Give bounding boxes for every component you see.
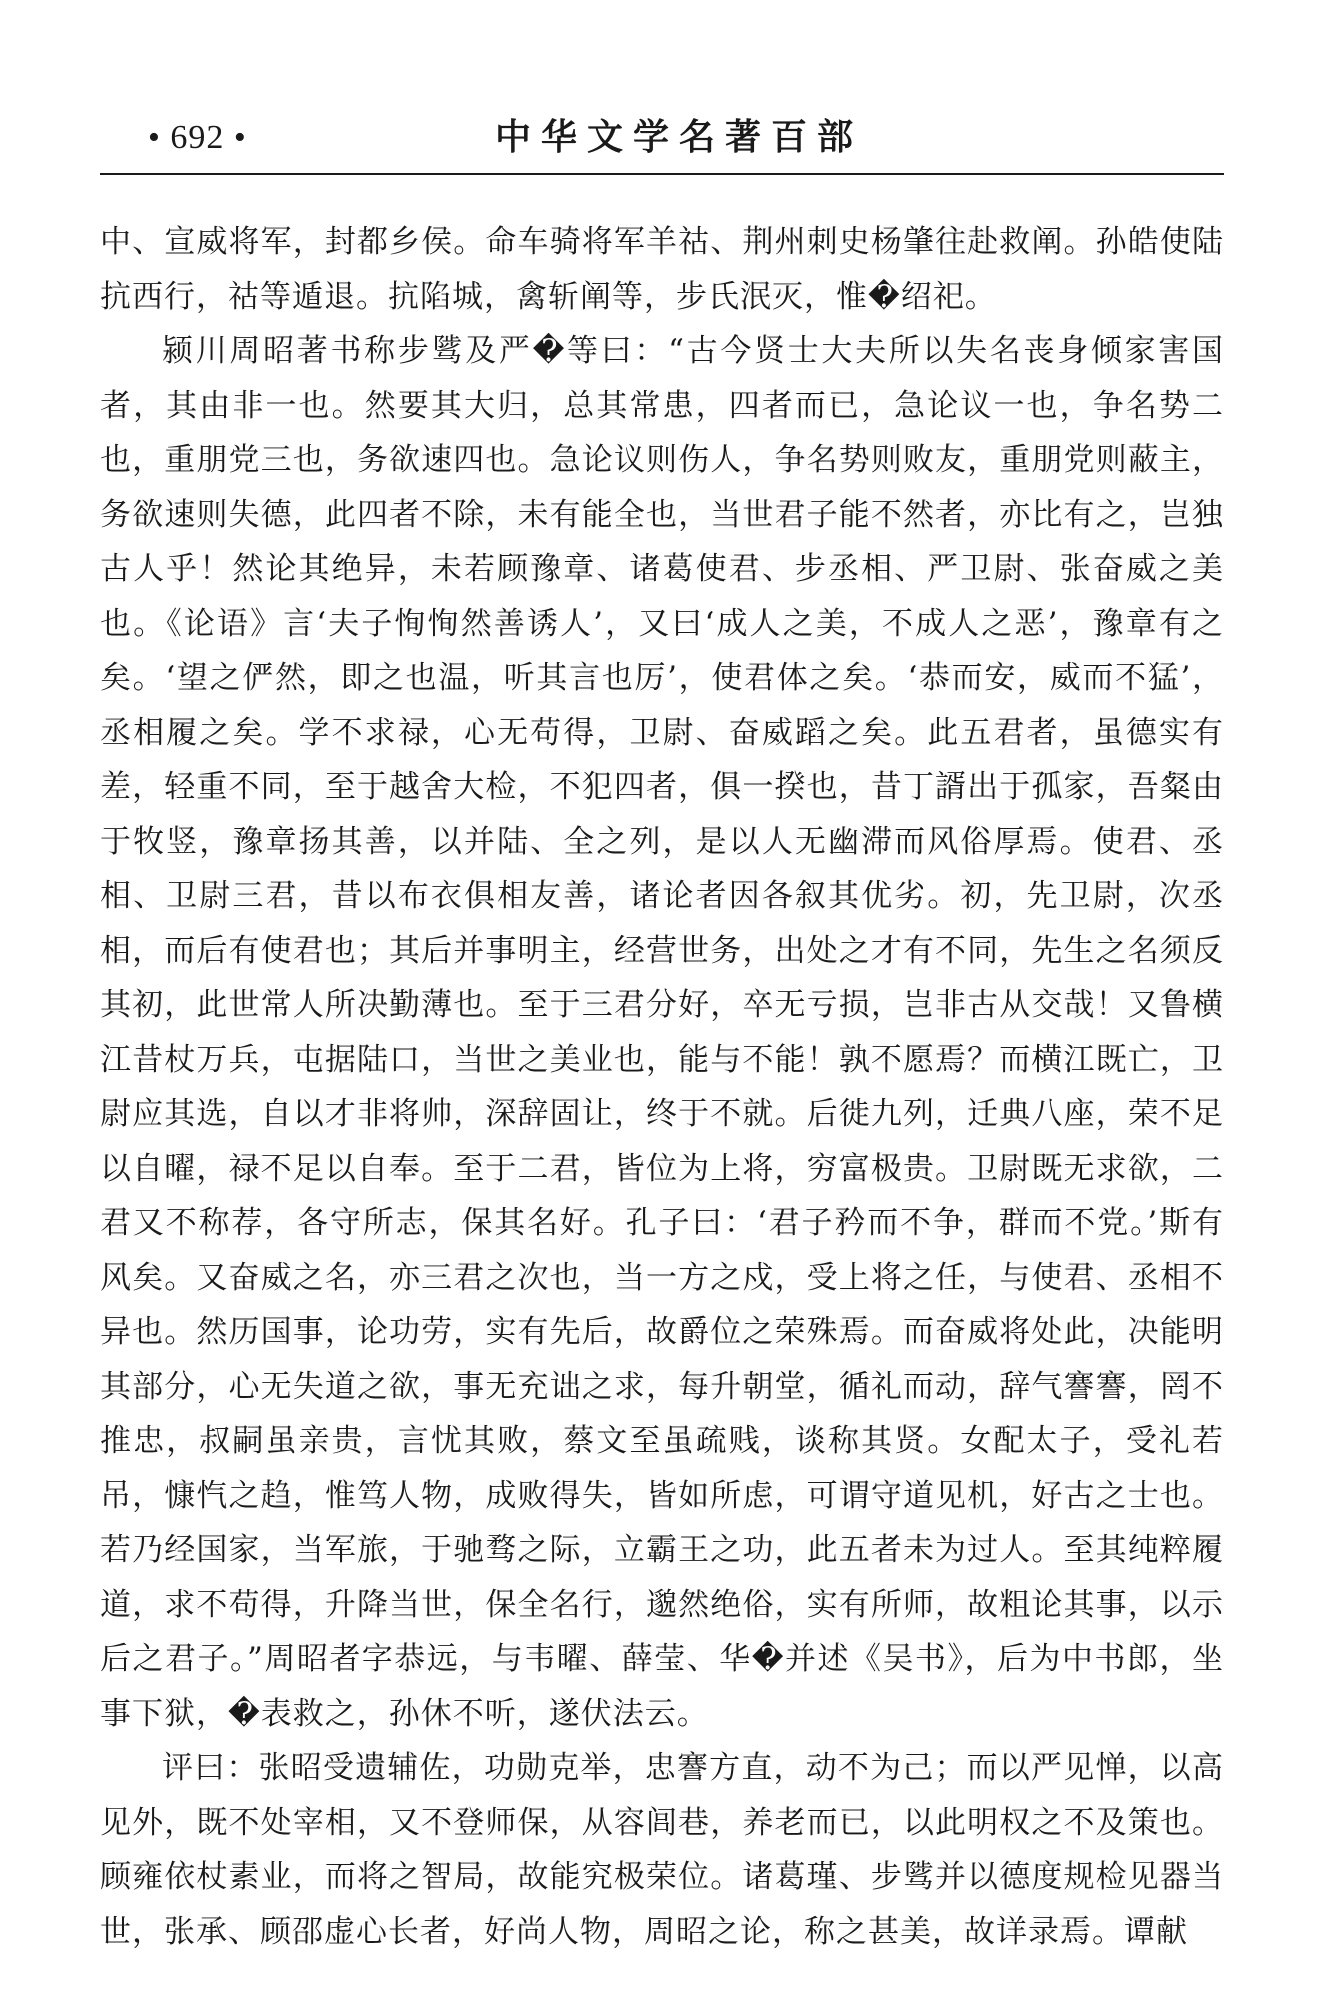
page-number: • 692 •	[148, 119, 247, 156]
paragraph-zhou-zhao: 颍川周昭著书称步骘及严�等曰：“古今贤士大夫所以失名丧身倾家害国者，其由非一也。然要其大归，总其常患，四者而已，急论议一也，争名势二也，重朋党三也，务欲速四也。急论议则伤人，争名势则败友，重朋党则蔽主，务欲速则失德，此四者不除，未有能全也，当世君子能不然者，亦比有之，岂独古人乎！然论其绝异，未若顾豫章、诸葛使君、步丞相、严卫尉、张奋威之美也。《论语》言‘夫子恂恂然善诱人’，又曰‘成人之美，不成人之恶’，豫章有之矣。‘望之俨然，即之也温，听其言也厉’，使君体之矣。‘恭而安，威而不猛’，丞相履之矣。学不求禄，心无苟得，卫尉、奋威蹈之矣。此五君者，虽德实有差，轻重不同，至于越舍大检，不犯四者，俱一揆也，昔丁諝出于孤家，吾粲由于牧竖，豫章扬其善，以并陆、全之列，是以人无幽滞而风俗厚焉。使君、丞相、卫尉三君，昔以布衣俱相友善，诸论者因各叙其优劣。初，先卫尉，次丞相，而后有使君也；其后并事明主，经营世务，出处之才有不同，先生之名须反其初，此世常人所决勤薄也。至于三君分好，卒无亏损，岂非古从交哉！又鲁横江昔杖万兵，屯据陆口，当世之美业也，能与不能！孰不愿焉？而横江既亡，卫尉应其选，自以才非将帅，深辞固让，终于不就。后徙九列，迁典八座，荣不足以自曜，禄不足以自奉。至于二君，皆位为上将，穷富极贵。卫尉既无求欲，二君又不称荐，各守所志，保其名好。孔子曰：‘君子矜而不争，群而不党。’斯有风矣。又奋威之名，亦三君之次也，当一方之戍，受上将之任，与使君、丞相不异也。然历国事，论功劳，实有先后，故爵位之荣殊焉。而奋威将处此，决能明其部分，心无失道之欲，事无充诎之求，每升朝堂，循礼而动，辞气謇謇，罔不推忠，叔嗣虽亲贵，言忧其败，蔡文至虽疏贱，谈称其贤。女配太子，受礼若吊，慷忾之趋，惟笃人物，成败得失，皆如所虑，可谓守道见机，好古之士也。若乃经国家，当军旅，于驰骛之际，立霸王之功，此五者未为过人。至其纯粹履道，求不苟得，升降当世，保全名行，邈然绝俗，实有所师，故粗论其事，以示后之君子。”周昭者字恭远，与韦曜、薛莹、华�并述《吴书》，后为中书郎，坐事下狱，�表救之，孙休不听，遂伏法云。	[100, 333, 1224, 1732]
page-header	[100, 108, 1224, 172]
paragraph-continuation: 中、宣威将军，封都乡侯。命车骑将军羊祜、荆州刺史杨肇往赴救阐。孙皓使陆抗西行，祜等遁退。抗陷城，禽斩阐等，步氏泯灭，惟�绍祀。	[100, 224, 1224, 315]
paragraph-ping-yue: 评曰：张昭受遗辅佐，功勋克举，忠謇方直，动不为己；而以严见惮，以高见外，既不处宰相，又不登师保，从容闾巷，养老而已，以此明权之不及策也。顾雍依杖素业，而将之智局，故能究极荣位。诸葛瑾、步骘并以德度规检见器当世，张承、顾邵虚心长者，好尚人物，周昭之论，称之甚美，故详录焉。谭献	[100, 1750, 1224, 1950]
body-text	[100, 215, 1224, 1959]
running-title: 中华文学名著百部	[495, 116, 864, 158]
header-rule	[100, 173, 1224, 175]
